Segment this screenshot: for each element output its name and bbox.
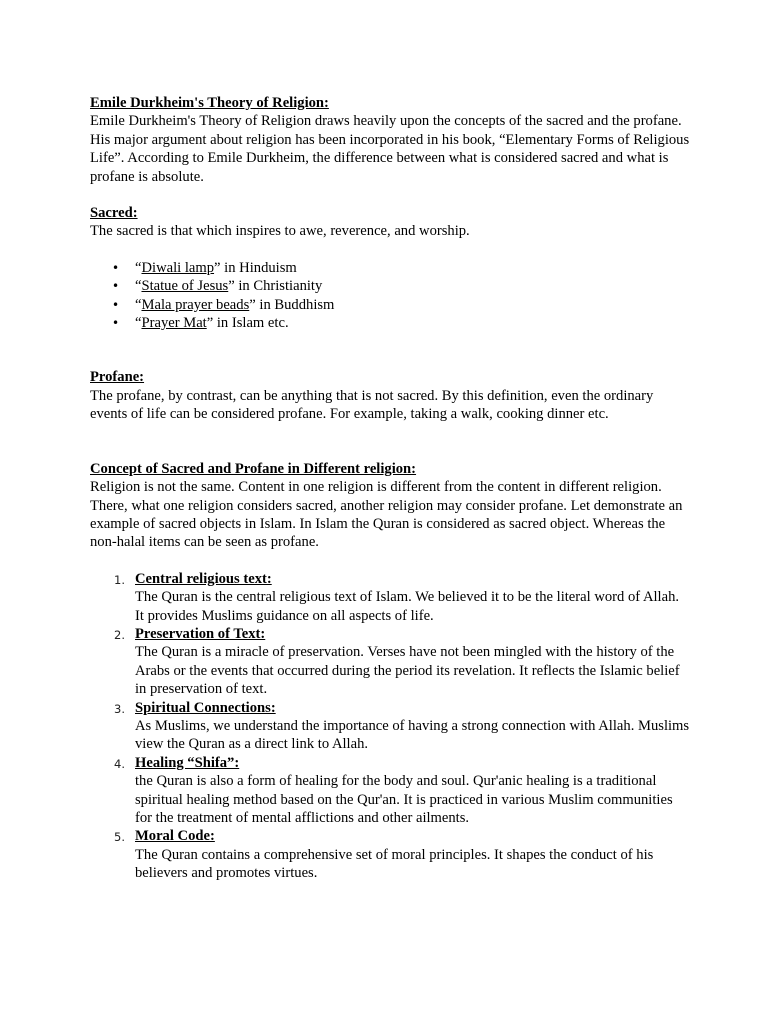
list-item-title: Moral Code: [135,828,215,845]
section-title-durkheim: Emile Durkheim's Theory of Religion: [90,95,329,111]
section-title-concept: Concept of Sacred and Profane in Different religion: [90,460,417,477]
list-item-body: The Quran is the central religious text of Islam. We believed it to be the literal word of Allah. It provides Muslims guidance on all aspects of life. [135,589,680,624]
spacer [90,552,690,570]
sacred-example-link[interactable]: Mala prayer beads [141,296,250,313]
list-item [90,699,690,754]
list-number: 2. [114,627,125,642]
list-item [90,754,690,828]
list-item-title: Central religious text: [135,570,272,587]
bullet-icon: • [112,279,120,294]
list-number: 4. [114,756,125,771]
list-item [90,625,690,699]
sacred-example-link[interactable]: Diwali lamp [141,259,215,276]
section-title-profane: Profane: [90,369,145,386]
bullet-icon: • [112,260,120,275]
spacer [90,186,690,204]
sacred-examples-list [90,259,690,333]
sacred-example-link[interactable]: Prayer Mat [141,315,207,332]
sacred-paragraph: The sacred is that which inspires to awe, reverence, and worship. [90,223,470,240]
profane-paragraph: The profane, by contrast, can be anything that is not sacred. By this definition, even the ordinary events of life can be considered profane. For example, taking a walk, cooking dinner etc. [90,387,654,423]
list-item [90,827,690,882]
bullet-icon: • [112,316,120,331]
intro-paragraph: Emile Durkheim's Theory of Religion draws heavily upon the concepts of the sacred and the profane. His major argument about religion has been incorporated in his book, “Elementary Forms of Religious Life”. According to Emile Durkheim, the difference between what is considered sacred and what is profane is absolute. [90,113,690,185]
list-item-body: the Quran is also a form of healing for the body and soul. Qur'anic healing is a traditional spiritual healing method based on the Qur'an. It is practiced in various Muslim communities for the treatment of mental afflictions and other ailments. [135,773,673,826]
list-item-body: As Muslims, we understand the importance of having a strong connection with Allah. Muslims view the Quran as a direct link to Allah. [135,717,690,753]
sacred-example-link[interactable]: Statue of Jesus [141,278,229,295]
list-number: 3. [114,701,125,716]
list-item-body: The Quran contains a comprehensive set of moral principles. It shapes the conduct of his believers and promotes virtues. [135,846,654,882]
quran-points-list [90,570,690,883]
document-page [90,94,690,883]
concept-paragraph: Religion is not the same. Content in one religion is different from the content in different religion. There, what one religion considers sacred, another religion may consider profane. Let demonstrate an example of sacred objects in Islam. In Islam the Quran is considered as sacred object. Whereas the non-halal items can be seen as profane. [90,479,683,551]
list-item-title: Preservation of Text: [135,625,266,642]
bullet-icon: • [112,297,120,312]
list-item-title: Healing “Shifa”: [135,754,240,771]
list-number: 5. [114,830,125,845]
list-item: • “Statue of Jesus” in Christianity [112,278,323,295]
list-item-body: The Quran is a miracle of preservation. Verses have not been mingled with the history of the Arabs or the events that occurred during the period its revelation. It reflects the Islamic belief in preservation of text. [135,644,680,698]
list-item: • “Diwali lamp” in Hinduism [112,259,297,276]
section-title-sacred: Sacred: [90,205,138,222]
list-item [90,570,690,625]
list-item: • “Mala prayer beads” in Buddhism [112,296,335,313]
list-number: 1. [114,572,125,587]
spacer [90,332,690,368]
spacer [90,241,690,259]
spacer [90,424,690,460]
list-item-title: Spiritual Connections: [135,699,276,716]
list-item: • “Prayer Mat” in Islam etc. [112,315,289,332]
